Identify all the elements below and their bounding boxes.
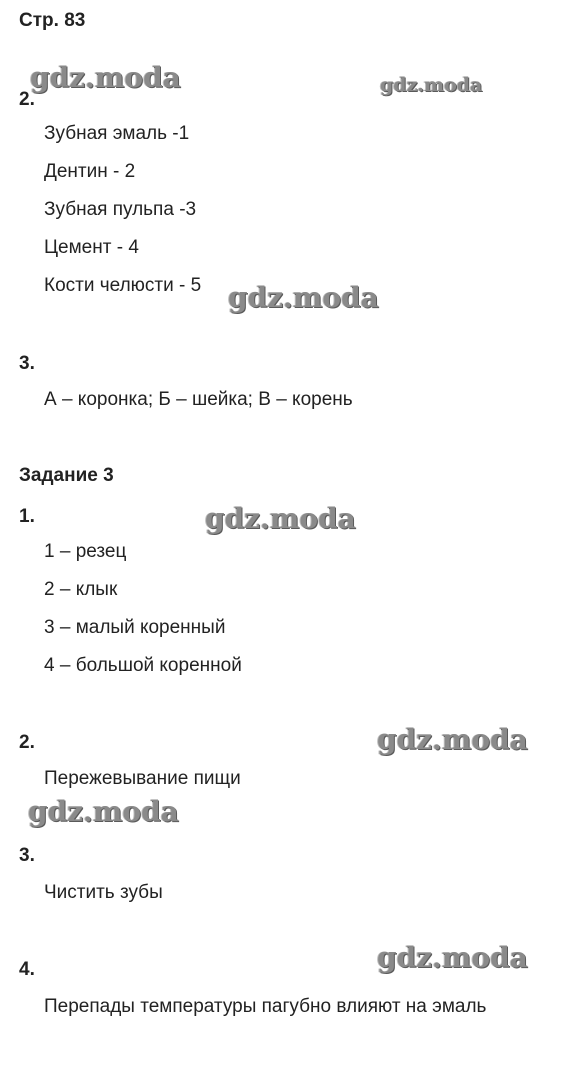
watermark: gdz.moda (380, 74, 483, 96)
question-number-3b: 3. (19, 845, 35, 866)
answer-line: А – коронка; Б – шейка; В – корень (44, 389, 353, 410)
answer-line-2: 2 – клык (44, 579, 118, 600)
question-number-1: 1. (19, 506, 35, 527)
question-number-2b: 2. (19, 732, 35, 753)
watermark: gdz.moda (377, 941, 528, 974)
answer-line-5: Кости челюсти - 5 (44, 275, 202, 296)
watermark: gdz.moda (377, 723, 528, 756)
answer-line: Пережевывание пищи (44, 768, 241, 789)
question-number-2: 2. (19, 89, 35, 110)
watermark: gdz.moda (30, 61, 181, 94)
answer-line-1: Зубная эмаль -1 (44, 123, 190, 144)
answer-line: Перепады температуры пагубно влияют на эмаль (44, 996, 487, 1017)
watermark: gdz.moda (228, 281, 379, 314)
watermark: gdz.moda (205, 502, 356, 535)
page-number: Стр. 83 (19, 10, 86, 31)
question-number-3: 3. (19, 353, 35, 374)
answer-line-2: Дентин - 2 (44, 161, 136, 182)
question-number-4: 4. (19, 959, 35, 980)
answer-line-4: 4 – большой коренной (44, 655, 242, 676)
answer-line-3: 3 – малый коренный (44, 617, 226, 638)
answer-line-3: Зубная пульпа -3 (44, 199, 197, 220)
answer-line-1: 1 – резец (44, 541, 127, 562)
answer-line-4: Цемент - 4 (44, 237, 139, 258)
section-title: Задание 3 (19, 465, 114, 486)
answer-line: Чистить зубы (44, 882, 163, 903)
watermark: gdz.moda (28, 795, 179, 828)
